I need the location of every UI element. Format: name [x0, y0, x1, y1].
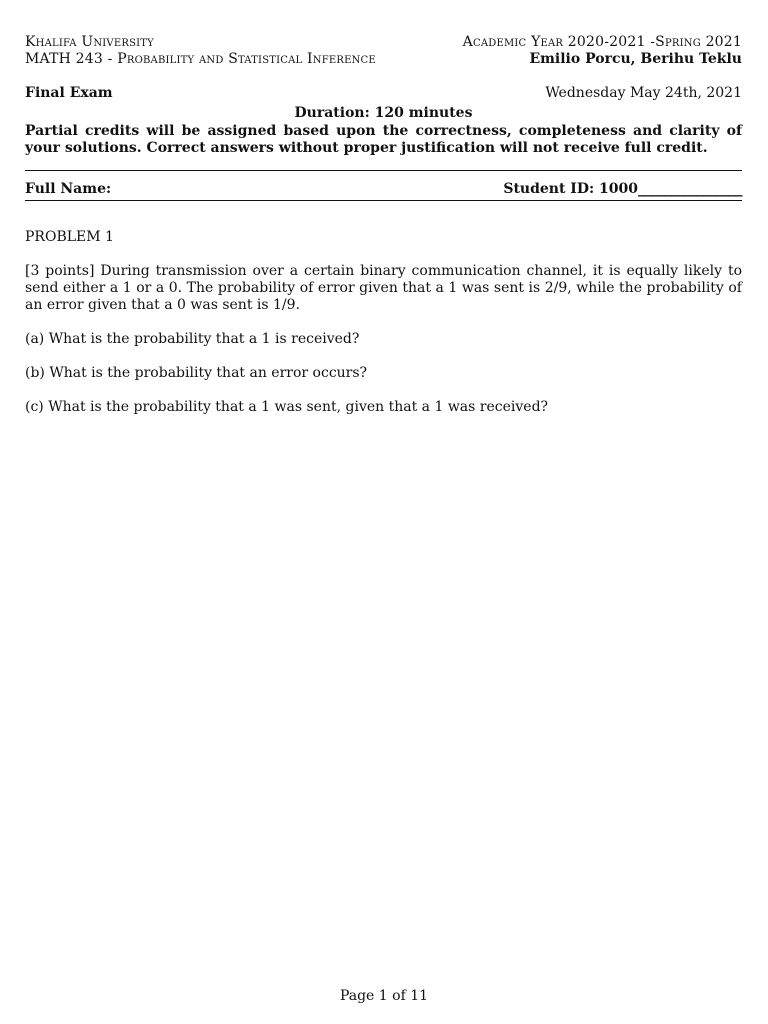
exam-instructions: Partial credits will be assigned based upon the correctness, completeness and clarity of your solutions. Correct answers without proper justification will not receive full credit. [25, 123, 742, 156]
full-name-label: Full Name: [25, 181, 112, 197]
exam-row [25, 85, 742, 102]
course-title: MATH 243 - Probability and Statistical Inference [25, 51, 376, 67]
instructors: Emilio Porcu, Berihu Teklu [529, 51, 742, 67]
exam-title: Final Exam [25, 85, 113, 101]
exam-date: Wednesday May 24th, 2021 [545, 85, 742, 101]
student-id-label: Student ID: 1000 [503, 181, 638, 197]
divider-bottom [25, 200, 742, 201]
header-row-2 [25, 51, 742, 68]
problem-statement: [3 points] During transmission over a certain binary communication channel, it is equally likely to send either a 1 or a 0. The probability of error given that a 1 was sent is 2/9, while the probability of an error given that a 0 was sent is 1/9. [25, 263, 742, 313]
university-name: Khalifa University [25, 34, 154, 50]
question-b: (b) What is the probability that an error occurs? [25, 365, 368, 381]
problem-title: PROBLEM 1 [25, 229, 114, 245]
header-row-1 [25, 34, 742, 51]
student-id-blank: ________________ [638, 181, 742, 197]
academic-year: Academic Year 2020-2021 -Spring 2021 [462, 34, 742, 50]
question-a: (a) What is the probability that a 1 is received? [25, 331, 360, 347]
page-number: Page 1 of 11 [339, 988, 429, 1004]
question-c: (c) What is the probability that a 1 was sent, given that a 1 was received? [25, 399, 549, 415]
student-id-field [503, 181, 742, 198]
exam-duration: Duration: 120 minutes [294, 105, 473, 121]
exam-page [25, 34, 742, 1014]
student-info-row [25, 171, 742, 200]
